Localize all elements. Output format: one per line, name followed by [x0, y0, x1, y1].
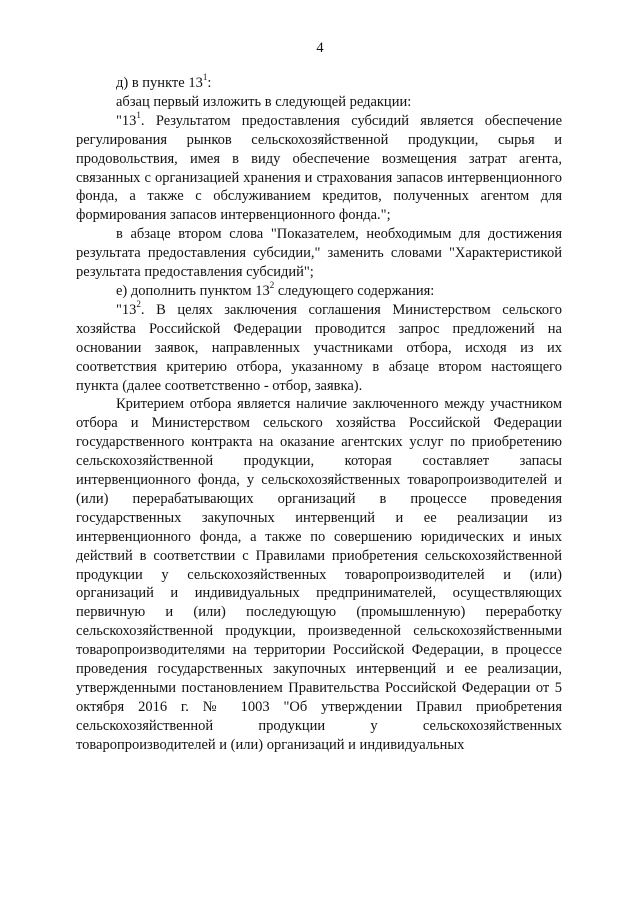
paragraph-text-after: . В целях заключения соглашения Министерством сельского хозяйства Российской Федерации проводится запрос предложений на основании заявок, направленных участниками отбора, исходя из их соответствия критерию отбора, указанному в абзаце втором настоящего пункта (далее соответственно - отбор, заявка). [76, 301, 562, 394]
superscript: 1 [136, 109, 141, 120]
superscript: 1 [202, 72, 208, 83]
paragraph-instruction [76, 93, 562, 112]
document-body [76, 74, 562, 755]
paragraph-criterion [76, 395, 562, 754]
paragraph-point-13-2 [76, 301, 562, 396]
paragraph-item-e [76, 282, 562, 301]
paragraph-item-d [76, 74, 562, 93]
paragraph-text: в абзаце втором слова "Показателем, необходимым для достижения результата предоставления субсидии," заменить словами "Характеристикой результата предоставления субсидий"; [76, 226, 562, 281]
paragraph-text: е) дополнить пунктом 13 [116, 282, 270, 299]
page-number: 4 [316, 40, 324, 56]
paragraph-text-after: следующего содержания: [274, 282, 435, 299]
paragraph-text-after: . Результатом предоставления субсидий является обеспечение регулирования рынков сельскохозяйственной продукции, сырья и продовольствия, имея в виду обеспечение возмещения затрат агента, связанных с организацией хранения и страхования запасов интервенционного фонда, а также с обслуживанием кредитов, полученных агентом для формирования запасов интервенционного фонда."; [76, 112, 562, 224]
paragraph-text-after: : [207, 75, 212, 91]
paragraph-text: абзац первый изложить в следующей редакции: [116, 93, 412, 110]
superscript: 2 [136, 299, 141, 310]
paragraph-text: "13 [116, 301, 137, 318]
paragraph-point-13-1 [76, 109, 562, 225]
paragraph-text: "13 [116, 112, 137, 129]
superscript: 2 [269, 280, 275, 291]
paragraph-text: Критерием отбора является наличие заключенного между участником отбора и Министерством сельского хозяйства Российской Федерации государственного контракта на оказание агентских услуг по приобретению сельскохозяйственной продукции, которая составляет запасы интервенционного фонда, у сельскохозяйственных товаропроизводителей и (или) перерабатывающих организаций в процессе проведения государственных закупочных интервенций и ее реализации из интервенционного фонда, а также по совершению юридических и иных действий в соответствии с Правилами приобретения сельскохозяйственной продукции у сельскохозяйственных товаропроизводителей и (или) организаций и индивидуальных предпринимателей, осуществляющих первичную и (или) последующую (промышленную) переработку сельскохозяйственной продукции, произведенной сельскохозяйственными товаропроизводителями на территории Российской Федерации, в процессе проведения государственных закупочных интервенций и ее реализации, утвержденными постановлением Правительства Российской Федерации от 5 октября 2016 г. № 1003 "Об утверждении Правил приобретения сельскохозяйственной продукции у сельскохозяйственных товаропроизводителей и (или) организаций и индивидуальных [76, 396, 562, 753]
paragraph-second-abzac [76, 225, 562, 282]
paragraph-text: д) в пункте 13 [116, 75, 203, 91]
